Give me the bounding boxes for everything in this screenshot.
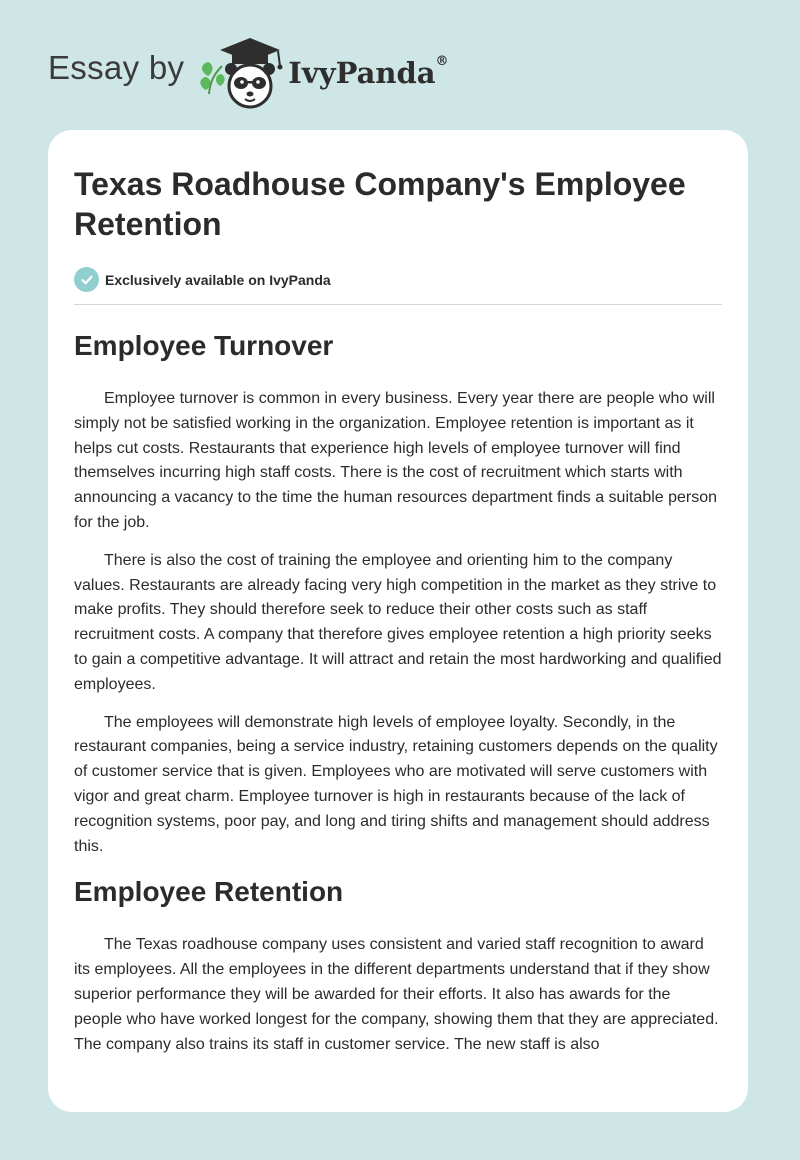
- essay-title: Texas Roadhouse Company's Employee Retention: [74, 166, 686, 242]
- exclusive-badge: [74, 267, 722, 305]
- check-icon: [74, 267, 99, 292]
- essay-card: [48, 130, 748, 1112]
- section-employee-retention: [74, 875, 722, 1057]
- site-header: [48, 32, 449, 112]
- section-heading: Employee Turnover: [74, 330, 334, 361]
- paragraph: There is also the cost of training the employee and orienting him to the company values. Restaurants are already facing very high competition in the market as they strive to make profits. They should therefore seek to reduce their other costs such as staff recruitment costs. A company that therefore gives employee retention a high priority seeks to gain a competitive advantage. It will attract and retain the most hardworking and qualified employees.: [74, 551, 722, 693]
- brand-name[interactable]: [288, 56, 448, 90]
- paragraph: The employees will demonstrate high levels of employee loyalty. Secondly, in the restaurant companies, being a service industry, retaining customers depends on the quality of customer service that is given. Employees who are motivated will serve customers with vigor and great charm. Employee turnover is high in restaurants because of the lack of recognition systems, poor pay, and long and tiring shifts and management should address this.: [74, 713, 718, 855]
- brand-name-text: IvyPanda: [288, 56, 436, 90]
- paragraph: The Texas roadhouse company uses consistent and varied staff recognition to award its employees. All the employees in the different departments understand that if they show superior performance they will be awarded for their efforts. It also has awards for the people who have worked longest for the company, showing them that they are appreciated. The company also trains its staff in customer service. The new staff is also: [74, 936, 719, 1053]
- section-employee-turnover: [74, 329, 722, 859]
- essay-by-label: Essay by: [48, 49, 185, 86]
- registered-mark: ®: [435, 54, 449, 69]
- paragraph: Employee turnover is common in every business. Every year there are people who will simply not be satisfied working in the organization. Employee retention is important as it helps cut costs. Restaurants that experience high levels of employee turnover will find themselves incurring high staff costs. There is the cost of recruitment which starts with announcing a vacancy to the time the human resources department finds a suitable person for the job.: [74, 390, 718, 531]
- exclusive-badge-text: Exclusively available on IvyPanda: [105, 271, 331, 288]
- section-heading: Employee Retention: [74, 876, 344, 908]
- ivypanda-logo-icon[interactable]: [198, 32, 288, 112]
